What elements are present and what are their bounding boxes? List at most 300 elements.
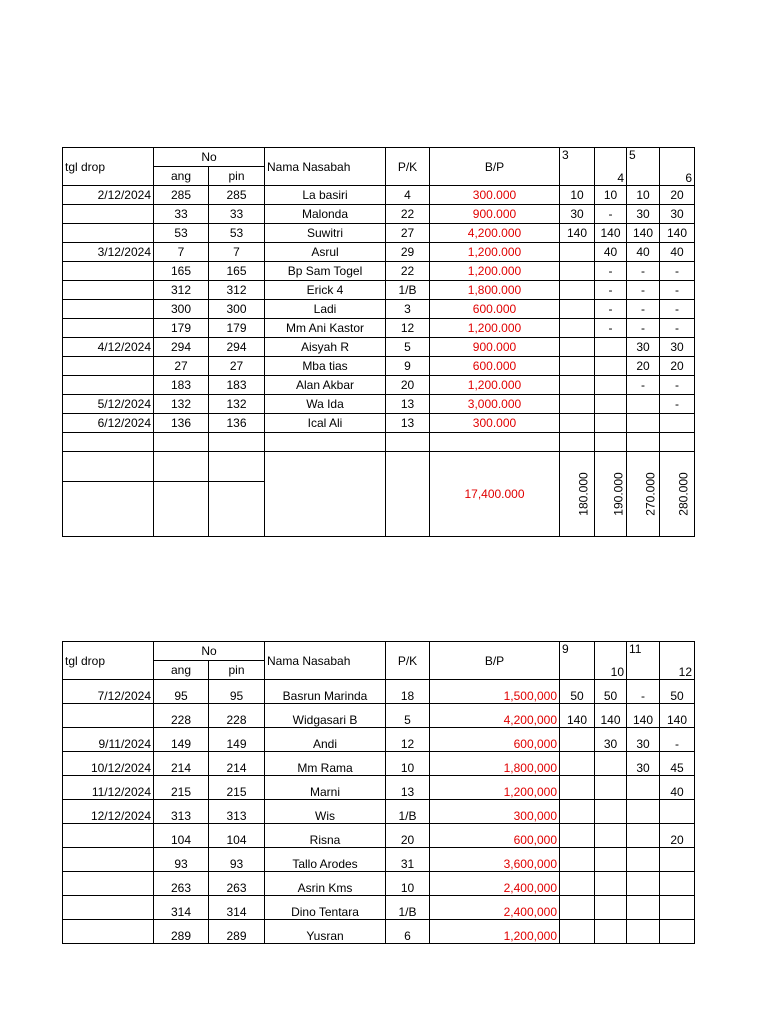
col-4-cell (660, 414, 695, 433)
pk-cell: 1/B (386, 896, 430, 920)
bp-cell: 3,600,000 (430, 848, 560, 872)
col-4-cell (660, 800, 695, 824)
empty-cell (660, 433, 695, 452)
col-3-cell (627, 776, 660, 800)
nama-cell: Wis (265, 800, 386, 824)
table-row (63, 357, 695, 376)
col-4-cell: 20 (660, 186, 695, 205)
bp-cell: 600,000 (430, 728, 560, 752)
nama-cell: Marni (265, 776, 386, 800)
table-row (63, 752, 695, 776)
header-col-3: 5 (627, 148, 660, 186)
table-row (63, 205, 695, 224)
table-row (63, 776, 695, 800)
col-2-cell (595, 800, 627, 824)
col-3-cell: - (627, 262, 660, 281)
bp-cell: 1,200.000 (430, 243, 560, 262)
bp-cell: 1,500,000 (430, 680, 560, 704)
col-4-cell: - (660, 281, 695, 300)
date-cell (63, 319, 154, 338)
col-1-cell (560, 872, 595, 896)
empty-cell (209, 433, 265, 452)
pk-cell: 27 (386, 224, 430, 243)
ang-cell: 132 (154, 395, 209, 414)
col-3-cell (627, 800, 660, 824)
col-2-cell (595, 776, 627, 800)
col-2-cell: - (595, 262, 627, 281)
col-1-cell (560, 920, 595, 944)
col-3-cell (627, 414, 660, 433)
empty-cell (63, 482, 154, 537)
pin-cell: 104 (209, 824, 265, 848)
date-cell (63, 896, 154, 920)
table-row (63, 872, 695, 896)
ang-cell: 263 (154, 872, 209, 896)
col-2-cell: 140 (595, 224, 627, 243)
date-cell (63, 848, 154, 872)
col-4-cell: 140 (660, 224, 695, 243)
pin-cell: 179 (209, 319, 265, 338)
header-pk: P/K (386, 642, 430, 680)
nama-cell: Suwitri (265, 224, 386, 243)
col-2-cell: - (595, 281, 627, 300)
bp-cell: 600,000 (430, 824, 560, 848)
table-row (63, 243, 695, 262)
pk-cell: 10 (386, 752, 430, 776)
pk-cell: 20 (386, 824, 430, 848)
header-nama-nasabah: Nama Nasabah (265, 148, 386, 186)
col-2-cell: - (595, 205, 627, 224)
nama-cell: Widgasari B (265, 704, 386, 728)
col-1-cell: 140 (560, 704, 595, 728)
date-cell (63, 281, 154, 300)
ang-cell: 179 (154, 319, 209, 338)
ang-cell: 95 (154, 680, 209, 704)
header-pin: pin (209, 661, 265, 680)
col-4-cell: 40 (660, 776, 695, 800)
total-col-1-label: 180.000 (576, 472, 591, 516)
header-col-2: 10 (595, 642, 627, 680)
loan-table-1 (62, 147, 695, 537)
col-1-cell: 10 (560, 186, 595, 205)
date-cell (63, 704, 154, 728)
total-col-3 (627, 452, 660, 537)
header-pk: P/K (386, 148, 430, 186)
col-4-cell: 20 (660, 824, 695, 848)
ang-cell: 313 (154, 800, 209, 824)
pk-cell: 13 (386, 395, 430, 414)
date-cell: 6/12/2024 (63, 414, 154, 433)
empty-cell (154, 433, 209, 452)
bp-cell: 900.000 (430, 205, 560, 224)
table-row (63, 920, 695, 944)
date-cell (63, 920, 154, 944)
col-3-cell: 20 (627, 357, 660, 376)
bp-cell: 1,800.000 (430, 281, 560, 300)
col-4-cell: 30 (660, 338, 695, 357)
col-3-cell: 40 (627, 243, 660, 262)
pk-cell: 13 (386, 776, 430, 800)
header-col-3: 11 (627, 642, 660, 680)
pin-cell: 53 (209, 224, 265, 243)
pk-cell: 13 (386, 414, 430, 433)
date-cell: 9/11/2024 (63, 728, 154, 752)
pk-cell: 12 (386, 319, 430, 338)
table-row (63, 800, 695, 824)
total-col-2-label: 190.000 (611, 472, 626, 516)
bp-cell: 1,200,000 (430, 776, 560, 800)
pk-cell: 29 (386, 243, 430, 262)
bp-cell: 4,200,000 (430, 704, 560, 728)
header-col-1: 3 (560, 148, 595, 186)
col-1-cell: 50 (560, 680, 595, 704)
pin-cell: 149 (209, 728, 265, 752)
col-3-cell: 10 (627, 186, 660, 205)
ang-cell: 228 (154, 704, 209, 728)
nama-cell: Mba tias (265, 357, 386, 376)
date-cell (63, 872, 154, 896)
date-cell (63, 300, 154, 319)
date-cell: 3/12/2024 (63, 243, 154, 262)
col-2-cell: - (595, 319, 627, 338)
date-cell: 2/12/2024 (63, 186, 154, 205)
total-col-4-label: 280.000 (676, 472, 691, 516)
table-row (63, 281, 695, 300)
pin-cell: 289 (209, 920, 265, 944)
col-4-cell (660, 896, 695, 920)
date-cell (63, 262, 154, 281)
date-cell (63, 357, 154, 376)
ang-cell: 285 (154, 186, 209, 205)
ang-cell: 312 (154, 281, 209, 300)
col-1-cell: 140 (560, 224, 595, 243)
pk-cell: 1/B (386, 281, 430, 300)
nama-cell: Alan Akbar (265, 376, 386, 395)
col-1-cell (560, 376, 595, 395)
col-2-cell: 30 (595, 728, 627, 752)
empty-cell (63, 452, 154, 482)
bp-cell: 300,000 (430, 800, 560, 824)
bp-cell: 2,400,000 (430, 896, 560, 920)
header-pin: pin (209, 167, 265, 186)
bp-cell: 900.000 (430, 338, 560, 357)
pin-cell: 183 (209, 376, 265, 395)
table-2-body (63, 642, 695, 944)
table-1-body (63, 148, 695, 433)
col-3-cell: - (627, 300, 660, 319)
pk-cell: 12 (386, 728, 430, 752)
pin-cell: 215 (209, 776, 265, 800)
date-cell (63, 224, 154, 243)
empty-cell (386, 452, 430, 537)
date-cell (63, 376, 154, 395)
bp-cell: 1,800,000 (430, 752, 560, 776)
total-col-2 (595, 452, 627, 537)
totals-row-top (63, 452, 695, 482)
empty-cell (209, 452, 265, 482)
date-cell: 5/12/2024 (63, 395, 154, 414)
pin-cell: 314 (209, 896, 265, 920)
nama-cell: La basiri (265, 186, 386, 205)
nama-cell: Wa Ida (265, 395, 386, 414)
col-4-cell: 20 (660, 357, 695, 376)
col-1-cell (560, 824, 595, 848)
pin-cell: 33 (209, 205, 265, 224)
pin-cell: 300 (209, 300, 265, 319)
ang-cell: 289 (154, 920, 209, 944)
header-row-1 (63, 148, 695, 167)
header-bp: B/P (430, 642, 560, 680)
pk-cell: 6 (386, 920, 430, 944)
pk-cell: 18 (386, 680, 430, 704)
col-2-cell (595, 376, 627, 395)
ang-cell: 314 (154, 896, 209, 920)
bp-cell: 600.000 (430, 300, 560, 319)
col-4-cell (660, 848, 695, 872)
empty-cell (154, 452, 209, 482)
pk-cell: 5 (386, 338, 430, 357)
col-2-cell (595, 872, 627, 896)
pk-cell: 22 (386, 205, 430, 224)
header-tgl-drop: tgl drop (63, 642, 154, 680)
pin-cell: 7 (209, 243, 265, 262)
pk-cell: 20 (386, 376, 430, 395)
col-4-cell: - (660, 300, 695, 319)
pin-cell: 294 (209, 338, 265, 357)
header-col-4: 12 (660, 642, 695, 680)
pin-cell: 313 (209, 800, 265, 824)
ang-cell: 53 (154, 224, 209, 243)
nama-cell: Erick 4 (265, 281, 386, 300)
pin-cell: 228 (209, 704, 265, 728)
empty-row (63, 433, 695, 452)
table-1-footer (63, 433, 695, 537)
ang-cell: 149 (154, 728, 209, 752)
header-col-2: 4 (595, 148, 627, 186)
date-cell: 12/12/2024 (63, 800, 154, 824)
ang-cell: 215 (154, 776, 209, 800)
col-4-cell (660, 920, 695, 944)
col-2-cell (595, 920, 627, 944)
pin-cell: 312 (209, 281, 265, 300)
col-1-cell (560, 243, 595, 262)
pin-cell: 214 (209, 752, 265, 776)
col-2-cell (595, 848, 627, 872)
empty-cell (265, 433, 386, 452)
table-row (63, 896, 695, 920)
header-no: No (154, 642, 265, 661)
empty-cell (560, 433, 595, 452)
col-4-cell: 140 (660, 704, 695, 728)
col-4-cell: - (660, 262, 695, 281)
col-3-cell (627, 920, 660, 944)
empty-cell (430, 433, 560, 452)
ang-cell: 183 (154, 376, 209, 395)
table-row (63, 338, 695, 357)
col-1-cell (560, 752, 595, 776)
pin-cell: 263 (209, 872, 265, 896)
nama-cell: Bp Sam Togel (265, 262, 386, 281)
date-cell: 7/12/2024 (63, 680, 154, 704)
col-1-cell (560, 300, 595, 319)
nama-cell: Basrun Marinda (265, 680, 386, 704)
header-no: No (154, 148, 265, 167)
pin-cell: 132 (209, 395, 265, 414)
total-col-1 (560, 452, 595, 537)
bp-cell: 300.000 (430, 186, 560, 205)
table-row (63, 728, 695, 752)
ang-cell: 294 (154, 338, 209, 357)
pk-cell: 10 (386, 872, 430, 896)
table-row (63, 319, 695, 338)
col-4-cell: - (660, 728, 695, 752)
table-row (63, 704, 695, 728)
bp-cell: 1,200.000 (430, 376, 560, 395)
date-cell: 10/12/2024 (63, 752, 154, 776)
pin-cell: 136 (209, 414, 265, 433)
date-cell (63, 824, 154, 848)
header-col-4: 6 (660, 148, 695, 186)
pk-cell: 31 (386, 848, 430, 872)
col-3-cell: 140 (627, 704, 660, 728)
nama-cell: Aisyah R (265, 338, 386, 357)
col-3-cell: 30 (627, 752, 660, 776)
ang-cell: 7 (154, 243, 209, 262)
col-1-cell (560, 319, 595, 338)
col-2-cell (595, 896, 627, 920)
pk-cell: 4 (386, 186, 430, 205)
empty-cell (627, 433, 660, 452)
col-4-cell: - (660, 395, 695, 414)
col-3-cell: 30 (627, 205, 660, 224)
pin-cell: 285 (209, 186, 265, 205)
nama-cell: Risna (265, 824, 386, 848)
col-3-cell (627, 395, 660, 414)
col-3-cell: 140 (627, 224, 660, 243)
table-row (63, 414, 695, 433)
pk-cell: 9 (386, 357, 430, 376)
nama-cell: Dino Tentara (265, 896, 386, 920)
ang-cell: 27 (154, 357, 209, 376)
total-col-3-label: 270.000 (643, 472, 658, 516)
header-col-1: 9 (560, 642, 595, 680)
bp-cell: 300.000 (430, 414, 560, 433)
col-1-cell (560, 728, 595, 752)
col-3-cell: - (627, 319, 660, 338)
total-col-4 (660, 452, 695, 537)
col-3-cell (627, 896, 660, 920)
col-2-cell: - (595, 300, 627, 319)
col-1-cell (560, 281, 595, 300)
empty-cell (63, 433, 154, 452)
col-1-cell (560, 776, 595, 800)
col-1-cell (560, 848, 595, 872)
empty-cell (265, 452, 386, 537)
header-ang: ang (154, 661, 209, 680)
ang-cell: 93 (154, 848, 209, 872)
col-3-cell (627, 848, 660, 872)
col-1-cell (560, 896, 595, 920)
col-2-cell (595, 824, 627, 848)
ang-cell: 214 (154, 752, 209, 776)
nama-cell: Ical Ali (265, 414, 386, 433)
col-2-cell (595, 414, 627, 433)
pk-cell: 1/B (386, 800, 430, 824)
table-row (63, 824, 695, 848)
col-2-cell: 50 (595, 680, 627, 704)
col-3-cell: - (627, 680, 660, 704)
ang-cell: 300 (154, 300, 209, 319)
nama-cell: Andi (265, 728, 386, 752)
col-4-cell: - (660, 319, 695, 338)
table-row (63, 224, 695, 243)
bp-cell: 3,000.000 (430, 395, 560, 414)
nama-cell: Asrin Kms (265, 872, 386, 896)
nama-cell: Yusran (265, 920, 386, 944)
pin-cell: 165 (209, 262, 265, 281)
table-row (63, 186, 695, 205)
bp-cell: 1,200.000 (430, 262, 560, 281)
empty-cell (386, 433, 430, 452)
header-nama-nasabah: Nama Nasabah (265, 642, 386, 680)
col-3-cell: - (627, 281, 660, 300)
date-cell (63, 205, 154, 224)
date-cell: 11/12/2024 (63, 776, 154, 800)
col-4-cell: - (660, 376, 695, 395)
nama-cell: Ladi (265, 300, 386, 319)
nama-cell: Malonda (265, 205, 386, 224)
empty-cell (209, 482, 265, 537)
col-2-cell: 10 (595, 186, 627, 205)
nama-cell: Asrul (265, 243, 386, 262)
col-4-cell (660, 872, 695, 896)
bp-cell: 2,400,000 (430, 872, 560, 896)
pin-cell: 93 (209, 848, 265, 872)
pk-cell: 3 (386, 300, 430, 319)
empty-cell (154, 482, 209, 537)
col-2-cell (595, 357, 627, 376)
col-4-cell: 40 (660, 243, 695, 262)
bp-cell: 1,200,000 (430, 920, 560, 944)
pin-cell: 27 (209, 357, 265, 376)
col-4-cell: 50 (660, 680, 695, 704)
col-1-cell (560, 357, 595, 376)
col-1-cell (560, 414, 595, 433)
ang-cell: 136 (154, 414, 209, 433)
col-1-cell (560, 338, 595, 357)
total-bp: 17,400.000 (430, 452, 560, 537)
col-3-cell: 30 (627, 338, 660, 357)
table-row (63, 395, 695, 414)
bp-cell: 4,200.000 (430, 224, 560, 243)
col-1-cell (560, 262, 595, 281)
pin-cell: 95 (209, 680, 265, 704)
header-row-1 (63, 642, 695, 661)
pk-cell: 5 (386, 704, 430, 728)
col-1-cell: 30 (560, 205, 595, 224)
col-2-cell (595, 395, 627, 414)
nama-cell: Mm Ani Kastor (265, 319, 386, 338)
col-4-cell: 30 (660, 205, 695, 224)
header-tgl-drop: tgl drop (63, 148, 154, 186)
col-1-cell (560, 395, 595, 414)
ang-cell: 104 (154, 824, 209, 848)
nama-cell: Tallo Arodes (265, 848, 386, 872)
ang-cell: 33 (154, 205, 209, 224)
table-row (63, 300, 695, 319)
col-3-cell (627, 872, 660, 896)
empty-cell (595, 433, 627, 452)
